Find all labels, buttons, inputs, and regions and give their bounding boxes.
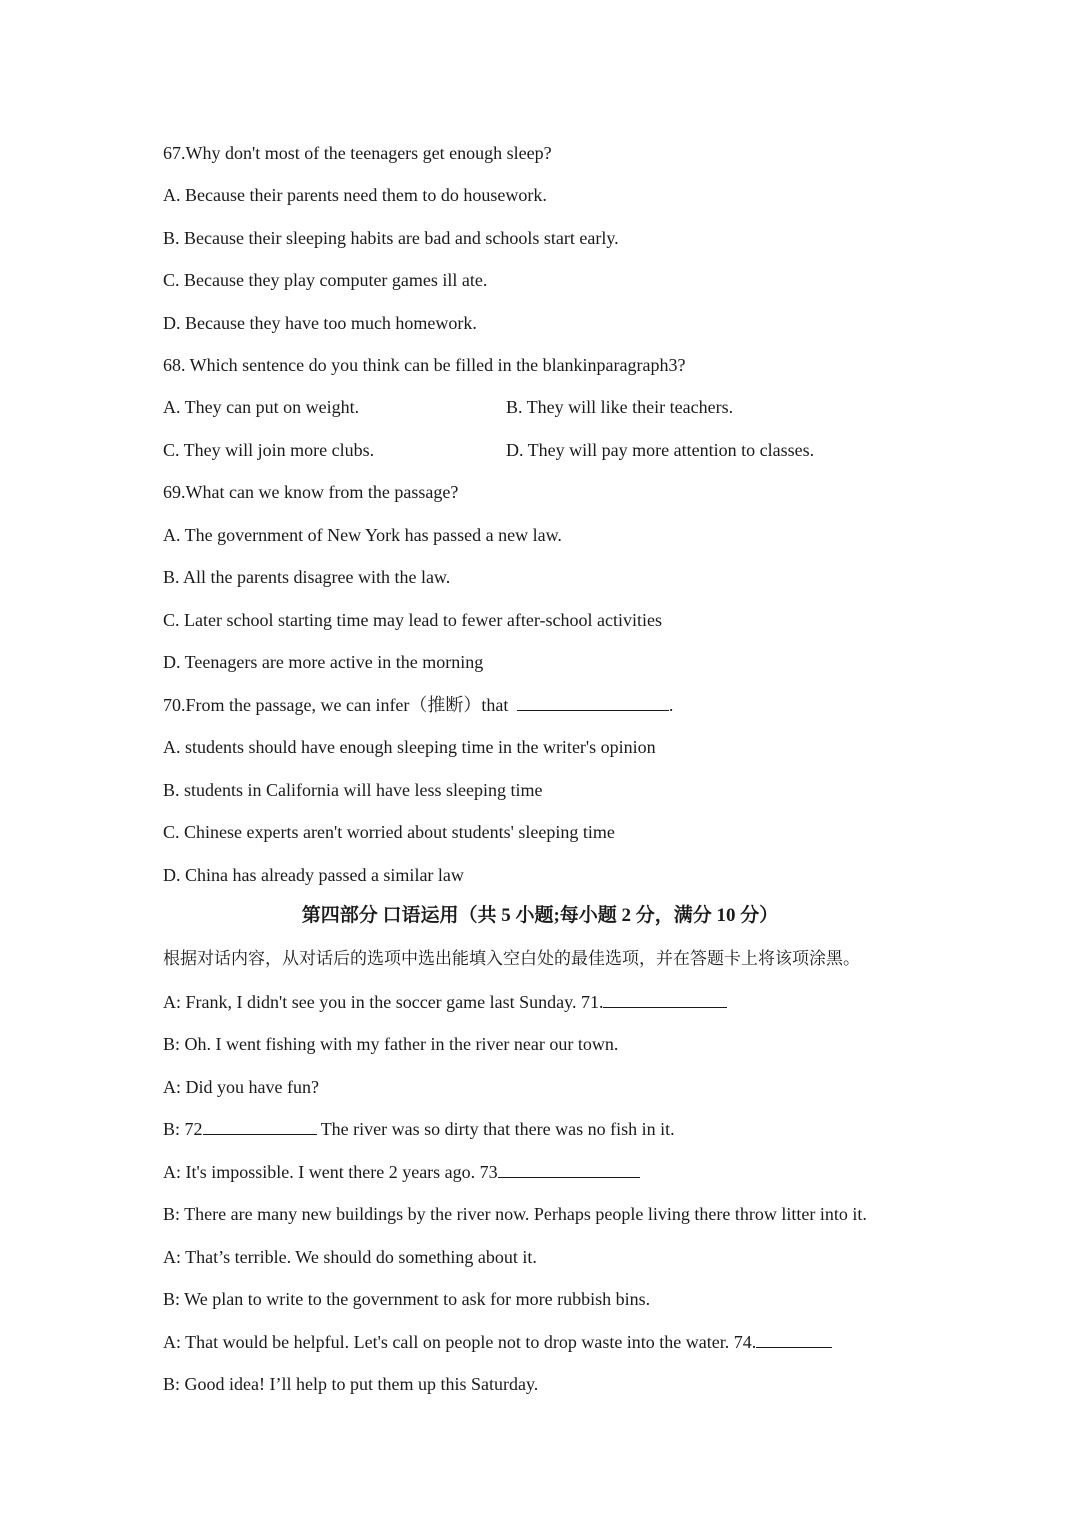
question-68: 68. Which sentence do you think can be filled in the blankinparagraph3?	[163, 355, 686, 375]
part-4-instruction: 根据对话内容，从对话后的选项中选出能填入空白处的最佳选项，并在答题卡上将该项涂黑。	[163, 949, 860, 968]
answer-blank-71	[603, 990, 727, 1008]
q70-option-a: A. students should have enough sleeping time in the writer's opinion	[163, 737, 656, 757]
q70-option-b: B. students in California will have less sleeping time	[163, 780, 543, 800]
q70-option-c: C. Chinese experts aren't worried about students' sleeping time	[163, 822, 615, 842]
q70-stem: 70.From the passage, we can infer（推断）that	[163, 695, 509, 715]
dialogue-text-5: A: It's impossible. I went there 2 years ago. 73	[163, 1162, 498, 1182]
dialogue-line-4	[163, 1117, 675, 1141]
answer-blank-74	[756, 1330, 832, 1348]
q67-option-c: C. Because they play computer games ill ate.	[163, 270, 488, 290]
dialogue-text-9: A: That would be helpful. Let's call on people not to drop waste into the water. 74.	[163, 1332, 757, 1352]
q67-option-b: B. Because their sleeping habits are bad and schools start early.	[163, 228, 619, 248]
q68-option-d: D. They will pay more attention to classes.	[506, 440, 815, 460]
dialogue-line-6: B: There are many new buildings by the river now. Perhaps people living there throw litter into it.	[163, 1204, 867, 1224]
dialogue-text-4a: B: 72	[163, 1119, 203, 1139]
answer-blank-72	[203, 1117, 317, 1135]
dialogue-line-5	[163, 1160, 640, 1184]
q70-option-d: D. China has already passed a similar law	[163, 865, 464, 885]
dialogue-line-1	[163, 990, 727, 1014]
q67-option-d: D. Because they have too much homework.	[163, 313, 477, 333]
q67-option-a: A. Because their parents need them to do housework.	[163, 185, 547, 205]
question-67: 67.Why don't most of the teenagers get enough sleep?	[163, 143, 552, 163]
q69-option-c: C. Later school starting time may lead to fewer after-school activities	[163, 610, 662, 630]
part-4-heading: 第四部分 口语运用（共 5 小题;每小题 2 分，满分 10 分）	[301, 905, 779, 926]
dialogue-line-7: A: That’s terrible. We should do something about it.	[163, 1247, 537, 1267]
q69-option-a: A. The government of New York has passed a new law.	[163, 525, 562, 545]
q69-option-d: D. Teenagers are more active in the morning	[163, 652, 484, 672]
q69-option-b: B. All the parents disagree with the law.	[163, 567, 451, 587]
dialogue-line-3: A: Did you have fun?	[163, 1077, 319, 1097]
q68-options-row-2	[163, 438, 815, 462]
answer-blank-70	[517, 693, 669, 711]
q68-option-a: A. They can put on weight.	[163, 397, 360, 417]
q68-options-row-1	[163, 395, 734, 419]
dialogue-line-9	[163, 1330, 832, 1354]
q68-option-c: C. They will join more clubs.	[163, 440, 375, 460]
dialogue-line-2: B: Oh. I went fishing with my father in the river near our town.	[163, 1034, 619, 1054]
question-70	[163, 693, 673, 717]
question-69: 69.What can we know from the passage?	[163, 482, 459, 502]
dialogue-line-10: B: Good idea! I’ll help to put them up this Saturday.	[163, 1374, 539, 1394]
dialogue-line-8: B: We plan to write to the government to ask for more rubbish bins.	[163, 1289, 651, 1309]
q68-option-b: B. They will like their teachers.	[506, 397, 734, 417]
dialogue-text-1: A: Frank, I didn't see you in the soccer game last Sunday. 71.	[163, 992, 604, 1012]
answer-blank-73	[498, 1160, 640, 1178]
dialogue-text-4b: The river was so dirty that there was no fish in it.	[316, 1119, 675, 1139]
q70-period: .	[668, 695, 674, 715]
